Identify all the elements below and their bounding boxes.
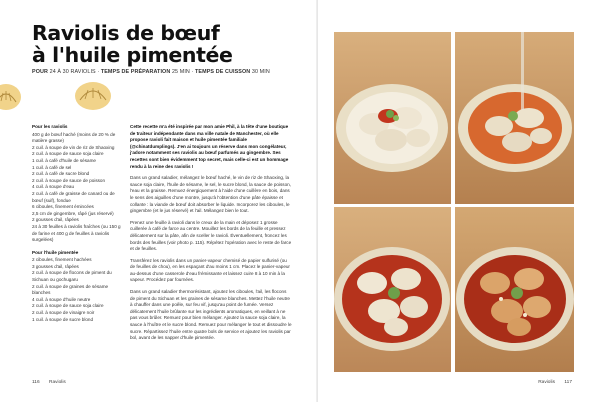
photo-step-1 xyxy=(334,32,451,204)
ingredient-item: 2 cuil. à soupe de sauce soja claire xyxy=(32,303,104,309)
ingredients-section-2 xyxy=(32,257,122,323)
method-step: Prenez une feuille à ravioli dans le creux de la main et déposez 1 grosse cuillerée à café de farce au centre. Mouillez les bords de la feuille et pressez délicatement sur la pâte, afin de sceller le ravioli. Éventuellement, froncez les bords des feuilles (voir photo p. 115). Répétez l'opération avec le reste de farce et de feuilles. xyxy=(130,219,292,252)
prep-time-value: 25 MIN xyxy=(171,69,190,75)
page-number: 116 xyxy=(32,380,40,385)
photo-step-2 xyxy=(455,32,574,204)
cook-time-label: TEMPS DE CUISSON xyxy=(195,69,251,75)
ingredient-item: 3 gousses d'ail, râpées xyxy=(32,263,79,269)
ingredients-section-1 xyxy=(32,132,122,244)
ingredient-item: 24 à 30 feuilles à raviolis fraîches (ou 150 g de farine et 400 g de feuilles à raviolis surgelées) xyxy=(32,223,121,243)
method-step: Dans un grand saladier, mélangez le bœuf haché, le vin de riz de Shaoxing, la sauce soja claire, l'huile de sésame, le sel, le sucre blond, la sauce de poisson, l'eau et la graisse. Remuez énergiquement à l'aide d'une cuillère en bois, dans le sens des aiguilles d'une montre, jusqu'à l'obtention d'une pâte épaisse et collante : la viande de bœuf doit absorber le liquide. Incorporez les ciboules, le gingembre (et le jus réservé) et l'ail. Mélangez bien le tout. xyxy=(130,175,291,214)
ingredient-item: 2 cuil. à soupe de sauce soja claire xyxy=(32,151,104,157)
section-name: Raviolis xyxy=(538,380,555,385)
ingredient-item: 6 ciboules, finement émincées xyxy=(32,204,94,210)
ingredient-item: 2 gousses d'ail, râpées xyxy=(32,217,79,223)
method-step: Transférez les raviolis dans un panier-vapeur chemisé de papier sulfurisé (ou de feuilles de chou), en les espaçant d'au moins 1 cm. Placez le panier-vapeur au-dessus d'une casserole d'eau frémissante et laissez cuire 8 à 10 min à la vapeur. Procédez par fournées. xyxy=(130,257,290,283)
method-text xyxy=(130,124,292,347)
method-step: Dans un grand saladier thermorésistant, ajoutez les ciboules, l'ail, les flocons de piment du Sichuan et les graines de sésame blanches. Mettez l'huile neutre à chauffer dans une poêle, sur feu vif, jusqu'au point de fumée. Versez délicatement l'huile brûlante sur les ingrédients aromatiques, en veillant à ne pas vous brûler. Remuez pour bien mélanger. Ajoutez la sauce soja claire, la sauce à l'huître et le sucre blond. Remuez pour mélanger le tout et dissoudre le sucre. Répartissez l'huile entre quatre bols de service et ajoutez les raviolis par bol, avant de les napper d'huile pimentée. xyxy=(130,289,292,341)
ingredient-item: 2 cuil. à café de graisse de canard ou de bœuf (suif), fondue xyxy=(32,190,115,203)
footer-left xyxy=(32,380,66,385)
footer-right xyxy=(538,380,572,385)
ingredients-section-title: Pour les raviolis xyxy=(32,124,68,129)
photo-step-4 xyxy=(455,207,574,372)
title-line-1: Raviolis de bœuf xyxy=(32,21,220,45)
ingredient-item: 2 cuil. à soupe de vinaigre noir xyxy=(32,310,95,316)
dumpling-illustration xyxy=(74,80,112,112)
ingredient-item: 2 ciboules, finement hachées xyxy=(32,257,92,263)
prep-time-label: TEMPS DE PRÉPARATION xyxy=(100,69,171,75)
page-number: 117 xyxy=(564,380,572,385)
servings-value: 24 À 30 RAVIOLIS xyxy=(49,69,96,75)
ingredient-item: 4 cuil. à soupe d'huile neutre xyxy=(32,296,91,302)
section-name: Raviolis xyxy=(49,380,66,385)
recipe-meta: POUR 24 À 30 RAVIOLIS · TEMPS DE PRÉPARATION 25 MIN · TEMPS DE CUISSON 30 MIN xyxy=(32,69,270,75)
ingredient-item: 2 cuil. à café de sucre blond xyxy=(32,171,90,177)
ingredient-item: 2 cuil. à soupe de sauce de poisson xyxy=(32,177,106,183)
dumpling-illustration xyxy=(0,80,26,114)
photo-step-3 xyxy=(334,207,451,372)
ingredient-item: 400 g de bœuf haché (moins de 20 % de matière grasse) xyxy=(32,131,116,144)
ingredient-item: 1 cuil. à café d'huile de sésame xyxy=(32,157,96,163)
cook-time-value: 30 MIN xyxy=(251,69,270,75)
ingredients-list xyxy=(32,124,122,329)
ingredient-item: 2 cuil. à soupe de graines de sésame blanches xyxy=(32,283,109,296)
servings-label: POUR xyxy=(32,69,48,75)
ingredient-item: 1 cuil. à café de sel xyxy=(32,164,72,170)
recipe-intro: Cette recette m'a été inspirée par mon amie Phil, à la tête d'une boutique de traiteur indépendante dans ma ville natale de Manchester, où elle propose ravioli fait maison et huile pimentée familiale (@chinatdumplings). J'en ai toujours un réserve dans mon congélateur, j'adore notamment ses raviolis au bœuf parfumés au gingembre. Ses recettes sont bien évidemment top secret, mais celle-ci est un hommage rendu à la reine des raviolis ! xyxy=(130,124,289,169)
ingredient-item: 2 cuil. à soupe de flocons de piment du Sichuan ou gochugaru xyxy=(32,270,112,283)
ingredient-item: 4 cuil. à soupe d'eau xyxy=(32,184,74,190)
ingredients-section-title: Pour l'huile pimentée xyxy=(32,249,79,255)
ingredient-item: 2 cuil. à soupe de vin de riz de Shaoxing xyxy=(32,144,115,150)
ingredient-item: 2,5 cm de gingembre, râpé (jus réservé) xyxy=(32,210,114,216)
title-line-2: à l'huile pimentée xyxy=(32,43,233,67)
ingredient-item: 1 cuil. à soupe de sucre blond xyxy=(32,316,94,322)
recipe-title xyxy=(32,22,292,66)
